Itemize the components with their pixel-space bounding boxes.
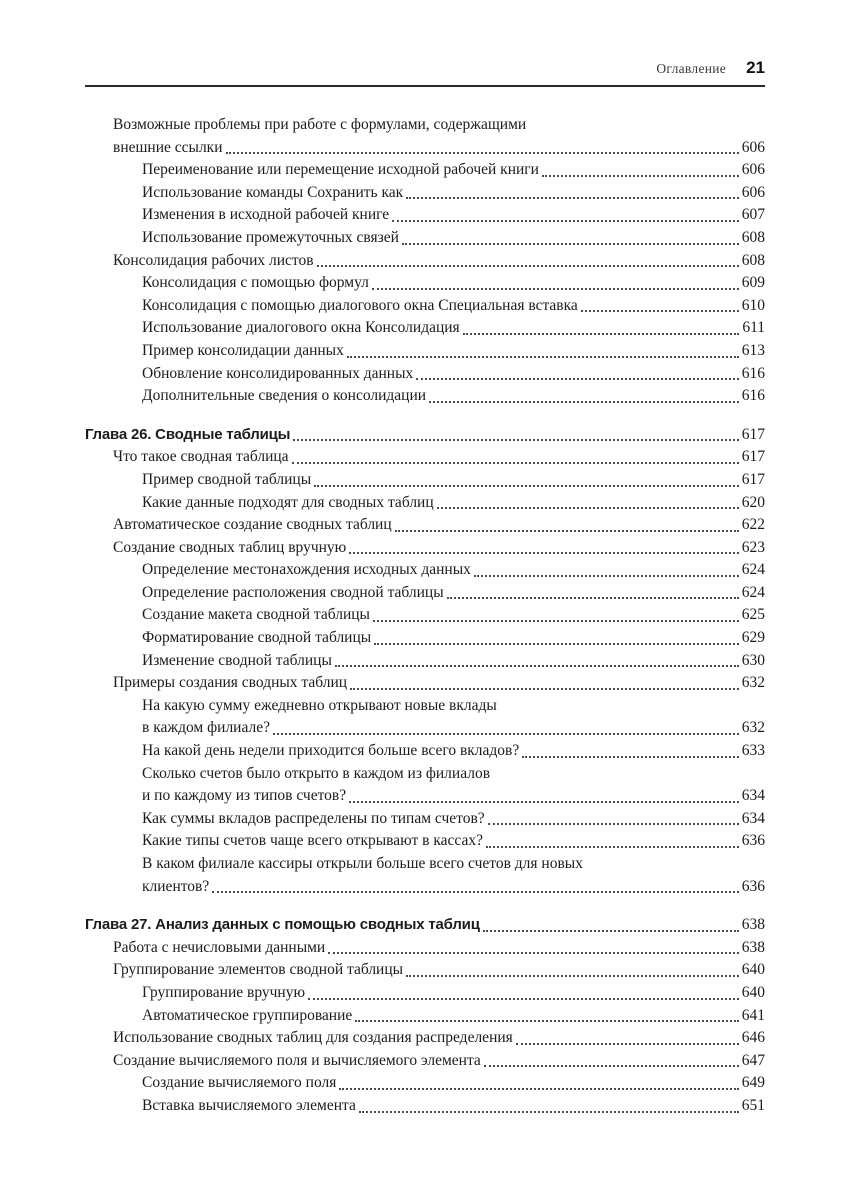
dot-leader: [483, 930, 739, 932]
toc-line: [142, 295, 765, 318]
toc-line: [142, 717, 765, 740]
toc-entry-title: в каждом филиале?: [142, 719, 270, 737]
toc-line: [142, 785, 765, 808]
dot-leader: [335, 665, 739, 667]
toc-page-number: 625: [741, 606, 765, 624]
toc-page-number: 638: [741, 916, 765, 934]
toc-entry-title: На какую сумму ежедневно открывают новые вклады: [142, 696, 497, 714]
toc-page-number: 606: [741, 183, 765, 201]
toc-line: [113, 250, 765, 273]
toc-line: [142, 763, 765, 786]
toc-entry: [142, 204, 765, 227]
toc-entry: [142, 830, 765, 853]
toc-entry-title: Примеры создания сводных таблиц: [113, 674, 348, 692]
dot-leader: [406, 197, 739, 199]
toc-entry-title: Обновление консолидированных данных: [142, 364, 414, 382]
toc-page-number: 624: [741, 561, 765, 579]
dot-leader: [437, 507, 739, 509]
dot-leader: [486, 846, 739, 848]
toc-page-number: 634: [741, 787, 765, 805]
toc-entry-title: Пример консолидации данных: [142, 341, 344, 359]
toc-entry: [142, 1095, 765, 1118]
toc-entry: [142, 1072, 765, 1095]
toc-line: [85, 424, 765, 447]
dot-leader: [308, 998, 739, 1000]
toc-entry: [113, 959, 765, 982]
dot-leader: [212, 891, 738, 893]
toc-page-number: 641: [741, 1006, 765, 1024]
page-number: 21: [746, 58, 765, 77]
dot-leader: [395, 530, 739, 532]
dot-leader: [516, 1043, 739, 1045]
toc-entry-title: Использование промежуточных связей: [142, 228, 399, 246]
toc-entry: [113, 937, 765, 960]
page-header: [85, 58, 765, 85]
toc-line: [142, 492, 765, 515]
toc-page-number: 633: [741, 742, 765, 760]
toc-line: [142, 830, 765, 853]
toc-entry-title: Глава 26. Сводные таблицы: [85, 425, 291, 443]
dot-leader: [373, 620, 739, 622]
toc-page-number: 608: [741, 251, 765, 269]
toc-line: [142, 1005, 765, 1028]
toc-entry: [142, 227, 765, 250]
toc-entry: [113, 250, 765, 273]
toc-entry-title: На какой день недели приходится больше всего вкладов?: [142, 742, 520, 760]
toc-entry: [142, 1005, 765, 1028]
toc-entry: [113, 1027, 765, 1050]
toc-line: [142, 182, 765, 205]
toc-line: [113, 672, 765, 695]
toc-entry-title: Переименование или перемещение исходной рабочей книги: [142, 161, 539, 179]
dot-leader: [349, 552, 739, 554]
table-of-contents: [85, 114, 765, 1118]
toc-entry: [142, 808, 765, 831]
toc-page-number: 630: [741, 651, 765, 669]
toc-entry: [142, 272, 765, 295]
dot-leader: [484, 1065, 739, 1067]
toc-entry-title: Создание вычисляемого поля и вычисляемого элемента: [113, 1051, 481, 1069]
toc-entry-title: Консолидация с помощью формул: [142, 274, 369, 292]
toc-page-number: 607: [741, 206, 765, 224]
toc-page-number: 624: [741, 583, 765, 601]
toc-page-number: 616: [741, 387, 765, 405]
dot-leader: [474, 575, 739, 577]
toc-entry: [142, 627, 765, 650]
toc-page-number: 616: [741, 364, 765, 382]
dot-leader: [273, 733, 739, 735]
toc-entry-title: Использование диалогового окна Консолидация: [142, 319, 460, 337]
dot-leader: [416, 378, 738, 380]
toc-line: [142, 272, 765, 295]
toc-line: [113, 114, 765, 137]
toc-page-number: 622: [741, 516, 765, 534]
toc-entry-title: и по каждому из типов счетов?: [142, 787, 347, 805]
toc-entry: [113, 672, 765, 695]
toc-entry: [142, 582, 765, 605]
dot-leader: [488, 823, 739, 825]
toc-line: [113, 137, 765, 160]
toc-page-number: 632: [741, 719, 765, 737]
toc-entry: [113, 114, 765, 159]
toc-entry-title: Создание сводных таблиц вручную: [113, 538, 347, 556]
toc-line: [142, 227, 765, 250]
dot-leader: [374, 643, 739, 645]
toc-entry-title: Использование сводных таблиц для создания распределения: [113, 1029, 513, 1047]
dot-leader: [226, 152, 739, 154]
dot-leader: [447, 597, 739, 599]
toc-entry: [142, 604, 765, 627]
dot-leader: [463, 333, 740, 335]
toc-entry: [142, 363, 765, 386]
toc-entry: [142, 650, 765, 673]
toc-entry: [142, 159, 765, 182]
toc-entry: [142, 340, 765, 363]
toc-line: [142, 559, 765, 582]
toc-entry: [142, 763, 765, 808]
dot-leader: [349, 801, 739, 803]
dot-leader: [372, 288, 739, 290]
dot-leader: [392, 220, 739, 222]
toc-page-number: 647: [741, 1051, 765, 1069]
toc-entry: [142, 492, 765, 515]
dot-leader: [350, 688, 739, 690]
toc-entry: [142, 317, 765, 340]
toc-page-number: 646: [741, 1029, 765, 1047]
toc-entry: [142, 853, 765, 898]
toc-page-number: 638: [741, 938, 765, 956]
toc-line: [142, 363, 765, 386]
toc-page-number: 617: [741, 470, 765, 488]
toc-line: [142, 808, 765, 831]
toc-entry-title: внешние ссылки: [113, 138, 223, 156]
toc-page-number: 632: [741, 674, 765, 692]
toc-entry-title: Глава 27. Анализ данных с помощью сводных таблиц: [85, 916, 480, 934]
toc-page-number: 620: [741, 493, 765, 511]
toc-line: [142, 740, 765, 763]
toc-page-number: 629: [741, 629, 765, 647]
toc-line: [142, 1072, 765, 1095]
dot-leader: [293, 439, 738, 441]
toc-line: [142, 582, 765, 605]
toc-line: [142, 317, 765, 340]
toc-page-number: 609: [741, 274, 765, 292]
toc-line: [142, 604, 765, 627]
toc-page-number: 608: [741, 228, 765, 246]
toc-page-number: 640: [741, 961, 765, 979]
dot-leader: [328, 952, 739, 954]
toc-line: [113, 959, 765, 982]
toc-line: [113, 446, 765, 469]
toc-entry-title: Группирование вручную: [142, 983, 306, 1001]
dot-leader: [402, 243, 739, 245]
toc-page-number: 651: [741, 1096, 765, 1114]
toc-entry-title: Что такое сводная таблица: [113, 448, 289, 466]
toc-page-number: 613: [741, 341, 765, 359]
toc-page-number: 649: [741, 1074, 765, 1092]
toc-line: [142, 695, 765, 718]
toc-entry-title: Определение местонахождения исходных данных: [142, 561, 471, 579]
toc-entry-title: Какие данные подходят для сводных таблиц: [142, 493, 434, 511]
toc-line: [142, 1095, 765, 1118]
toc-entry: [142, 295, 765, 318]
toc-entry-title: Сколько счетов было открыто в каждом из филиалов: [142, 764, 491, 782]
toc-page-number: 636: [741, 832, 765, 850]
toc-entry: [142, 385, 765, 408]
toc-line: [85, 914, 765, 937]
toc-entry-title: Создание вычисляемого поля: [142, 1074, 337, 1092]
toc-entry-title: Как суммы вкладов распределены по типам счетов?: [142, 809, 485, 827]
toc-page-number: 611: [742, 319, 765, 337]
toc-page-number: 617: [741, 425, 765, 443]
toc-entry-title: Изменение сводной таблицы: [142, 651, 332, 669]
toc-entry-title: Пример сводной таблицы: [142, 470, 312, 488]
toc-chapter-entry: [85, 914, 765, 937]
toc-entry-title: Какие типы счетов чаще всего открывают в кассах?: [142, 832, 483, 850]
toc-entry: [142, 740, 765, 763]
toc-entry: [142, 695, 765, 740]
toc-line: [113, 1050, 765, 1073]
toc-entry-title: Определение расположения сводной таблицы: [142, 583, 444, 601]
toc-page-number: 606: [741, 161, 765, 179]
toc-entry-title: Форматирование сводной таблицы: [142, 629, 372, 647]
dot-leader: [359, 1111, 739, 1113]
toc-line: [113, 1027, 765, 1050]
toc-line: [142, 385, 765, 408]
toc-entry-title: Работа с нечисловыми данными: [113, 938, 326, 956]
dot-leader: [355, 1020, 738, 1022]
dot-leader: [522, 756, 738, 758]
dot-leader: [581, 310, 739, 312]
toc-page-number: 636: [741, 877, 765, 895]
header-rule: [85, 85, 765, 87]
toc-line: [142, 469, 765, 492]
toc-entry: [113, 514, 765, 537]
dot-leader: [347, 356, 739, 358]
toc-line: [142, 876, 765, 899]
dot-leader: [314, 485, 739, 487]
dot-leader: [406, 975, 739, 977]
toc-entry: [113, 537, 765, 560]
toc-entry-title: Автоматическое группирование: [142, 1006, 353, 1024]
toc-line: [113, 537, 765, 560]
toc-line: [142, 982, 765, 1005]
toc-line: [113, 514, 765, 537]
toc-page-number: 606: [741, 138, 765, 156]
toc-line: [142, 204, 765, 227]
toc-line: [142, 627, 765, 650]
toc-entry: [142, 182, 765, 205]
toc-chapter-entry: [85, 424, 765, 447]
toc-page-number: 634: [741, 809, 765, 827]
dot-leader: [542, 175, 739, 177]
toc-entry-title: Дополнительные сведения о консолидации: [142, 387, 427, 405]
toc-entry-title: Консолидация с помощью диалогового окна Специальная вставка: [142, 296, 578, 314]
dot-leader: [339, 1088, 738, 1090]
toc-entry-title: Использование команды Сохранить как: [142, 183, 404, 201]
toc-page-number: 623: [741, 538, 765, 556]
toc-entry-title: Изменения в исходной рабочей книге: [142, 206, 390, 224]
toc-entry: [142, 559, 765, 582]
toc-entry: [142, 982, 765, 1005]
toc-entry-title: Вставка вычисляемого элемента: [142, 1096, 356, 1114]
toc-entry-title: В каком филиале кассиры открыли больше всего счетов для новых: [142, 855, 583, 872]
toc-line: [142, 159, 765, 182]
toc-page-number: 640: [741, 983, 765, 1001]
toc-line: [142, 650, 765, 673]
dot-leader: [292, 462, 739, 464]
toc-page-number: 610: [741, 296, 765, 314]
toc-entry-title: Возможные проблемы при работе с формулами, содержащими: [113, 116, 527, 133]
toc-page-number: 617: [741, 448, 765, 466]
toc-entry-title: Консолидация рабочих листов: [113, 251, 314, 269]
toc-entry: [113, 446, 765, 469]
toc-line: [113, 937, 765, 960]
toc-entry-title: Группирование элементов сводной таблицы: [113, 961, 404, 979]
dot-leader: [429, 401, 739, 403]
toc-line: [142, 853, 765, 876]
dot-leader: [317, 265, 739, 267]
toc-entry: [113, 1050, 765, 1073]
toc-line: [142, 340, 765, 363]
running-head-title: Оглавление: [656, 61, 727, 76]
toc-entry: [142, 469, 765, 492]
toc-entry-title: клиентов?: [142, 877, 210, 895]
toc-entry-title: Создание макета сводной таблицы: [142, 606, 370, 624]
toc-entry-title: Автоматическое создание сводных таблиц: [113, 516, 392, 534]
